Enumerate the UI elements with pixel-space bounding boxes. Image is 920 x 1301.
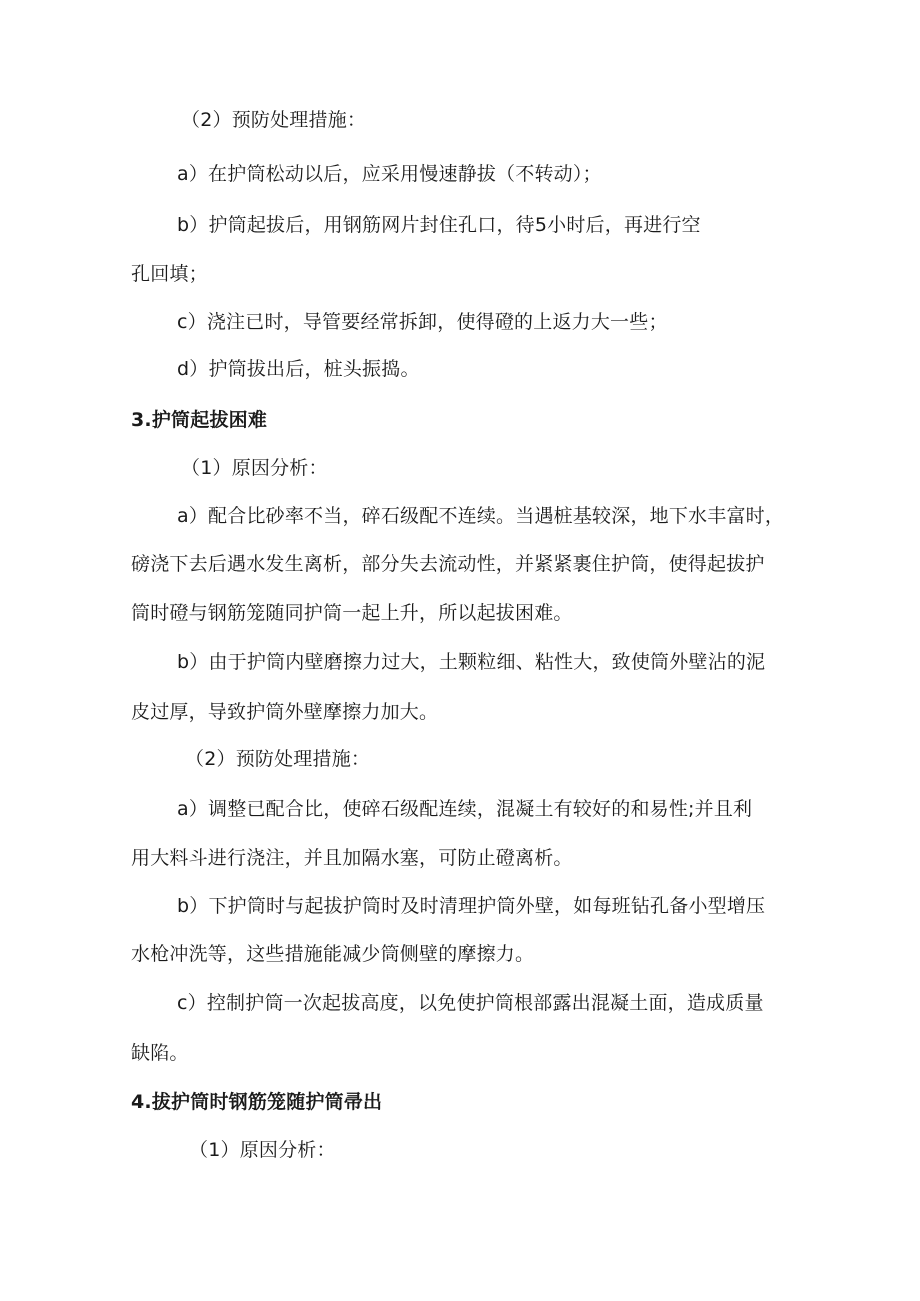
- subsection-heading-cause: （1）原因分析：: [181, 457, 328, 479]
- measure-c-line1: c）控制护筒一次起拔高度，以免使护筒根部露出混凝土面，造成质量: [177, 992, 764, 1014]
- paragraph-a-line3: 筒时磴与钢筋笼随同护筒一起上升，所以起拔困难。: [131, 602, 573, 624]
- list-item-b-continued: 孔回填；: [131, 263, 208, 285]
- paragraph-b-line1: b）由于护筒内壁磨擦力过大，土颗粒细、粘性大，致使筒外壁沾的泥: [177, 651, 766, 673]
- subsection-heading-cause-2: （1）原因分析：: [189, 1139, 336, 1161]
- paragraph-a-line2: 磅浇下去后遇水发生离析，部分失去流动性，并紧紧裹住护筒，使得起拔护: [131, 553, 765, 575]
- list-item-a: a）在护筒松动以后，应采用慢速静拔（不转动）；: [177, 163, 602, 185]
- measure-b-line2: 水枪冲洗等，这些措施能减少筒侧壁的摩擦力。: [131, 943, 535, 965]
- list-item-d: d）护筒拔出后，桩头振捣。: [177, 358, 420, 380]
- subsection-heading-prevention-2: （2）预防处理措施：: [185, 748, 371, 770]
- measure-c-line2: 缺陷。: [131, 1042, 189, 1064]
- measure-a-line1: a）调整已配合比，使碎石级配连续，混凝土有较好的和易性;并且利: [177, 798, 753, 820]
- list-item-b: b）护筒起拔后，用钢筋网片封住孔口，待5小时后，再进行空: [177, 214, 701, 236]
- paragraph-a-line1: a）配合比砂率不当，碎石级配不连续。当遇桩基较深，地下水丰富时，: [177, 505, 785, 527]
- measure-a-line2: 用大料斗进行浇注，并且加隔水塞，可防止磴离析。: [131, 847, 573, 869]
- list-item-c: c）浇注已时，导管要经常拆卸，使得磴的上返力大一些；: [177, 311, 668, 333]
- measure-b-line1: b）下护筒时与起拔护筒时及时清理护筒外壁，如每班钻孔备小型增压: [177, 895, 766, 917]
- section-heading-4: 4.拔护筒时钢筋笼随护筒帚出: [131, 1091, 383, 1113]
- paragraph-b-line2: 皮过厚，导致护筒外壁摩擦力加大。: [131, 701, 439, 723]
- section-heading-3: 3.护筒起拔困难: [131, 409, 268, 431]
- subsection-heading-prevention: （2）预防处理措施：: [181, 109, 367, 131]
